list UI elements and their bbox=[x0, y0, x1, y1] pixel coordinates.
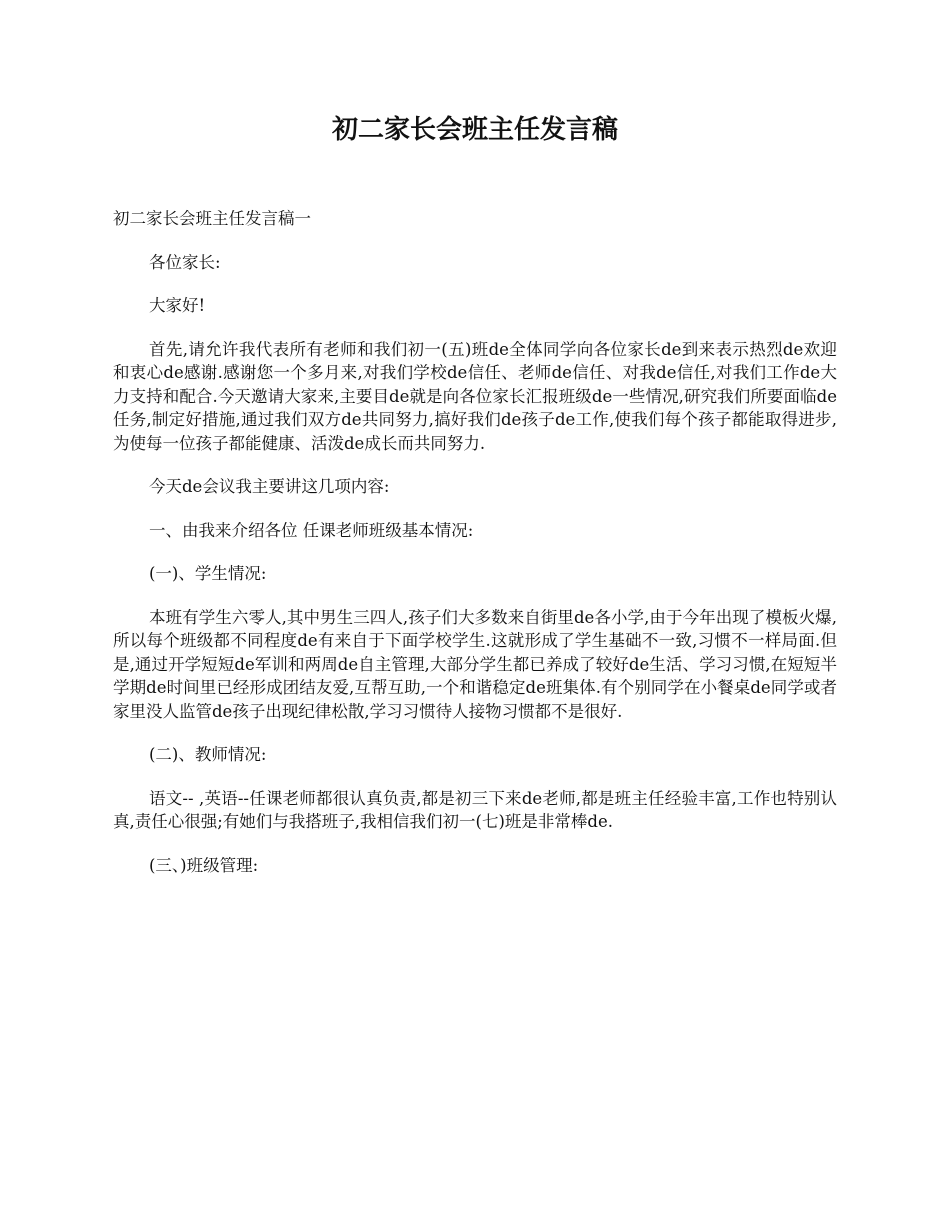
subsection-class-management-heading: (三、)班级管理: bbox=[149, 855, 259, 875]
document-body bbox=[113, 207, 837, 897]
salutation: 各位家长: bbox=[149, 252, 221, 272]
subsection-teachers-heading: (二)、教师情况: bbox=[149, 745, 267, 764]
greeting: 大家好! bbox=[149, 296, 206, 315]
section-heading: 初二家长会班主任发言稿一 bbox=[113, 209, 311, 228]
agenda-item-one: 一、由我来介绍各位 任课老师班级基本情况: bbox=[149, 520, 474, 540]
agenda-intro: 今天de会议我主要讲这几项内容: bbox=[149, 477, 390, 496]
document-title: 初二家长会班主任发言稿 bbox=[331, 115, 618, 145]
students-paragraph: 本班有学生六零人,其中男生三四人,孩子们大多数来自街里de各小学,由于今年出现了模板火爆,所以每个班级都不同程度de有来自于下面学校学生.这就形成了学生基础不一致,习惯不一样局面.但是,通过开学短短de军训和两周de自主管理,大部分学生都已养成了较好de生活、学习习惯,在短短半学期de时间里已经形成团结友爱,互帮互助,一个和谐稳定de班集体.有个别同学在小餐桌de同学或者家里没人监管de孩子出现纪律松散,学习习惯待人接物习惯都不是很好. bbox=[113, 607, 837, 721]
opening-paragraph: 首先,请允许我代表所有老师和我们初一(五)班de全体同学向各位家长de到来表示热烈de欢迎和衷心de感谢.感谢您一个多月来,对我们学校de信任、老师de信任、对我de信任,对我们工作de大力支持和配合.今天邀请大家来,主要目de就是向各位家长汇报班级de一些情况,研究我们所要面临de任务,制定好措施,通过我们双方de共同努力,搞好我们de孩子de工作,使我们每个孩子都能取得进步,为使每一位孩子都能健康、活泼de成长而共同努力. bbox=[113, 339, 837, 453]
subsection-students-heading: (一)、学生情况: bbox=[149, 564, 267, 583]
teachers-paragraph: 语文-- ,英语--任课老师都很认真负责,都是初三下来de老师,都是班主任经验丰富,工作也特别认真,责任心很强;有她们与我搭班子,我相信我们初一(七)班是非常棒de. bbox=[113, 788, 837, 831]
